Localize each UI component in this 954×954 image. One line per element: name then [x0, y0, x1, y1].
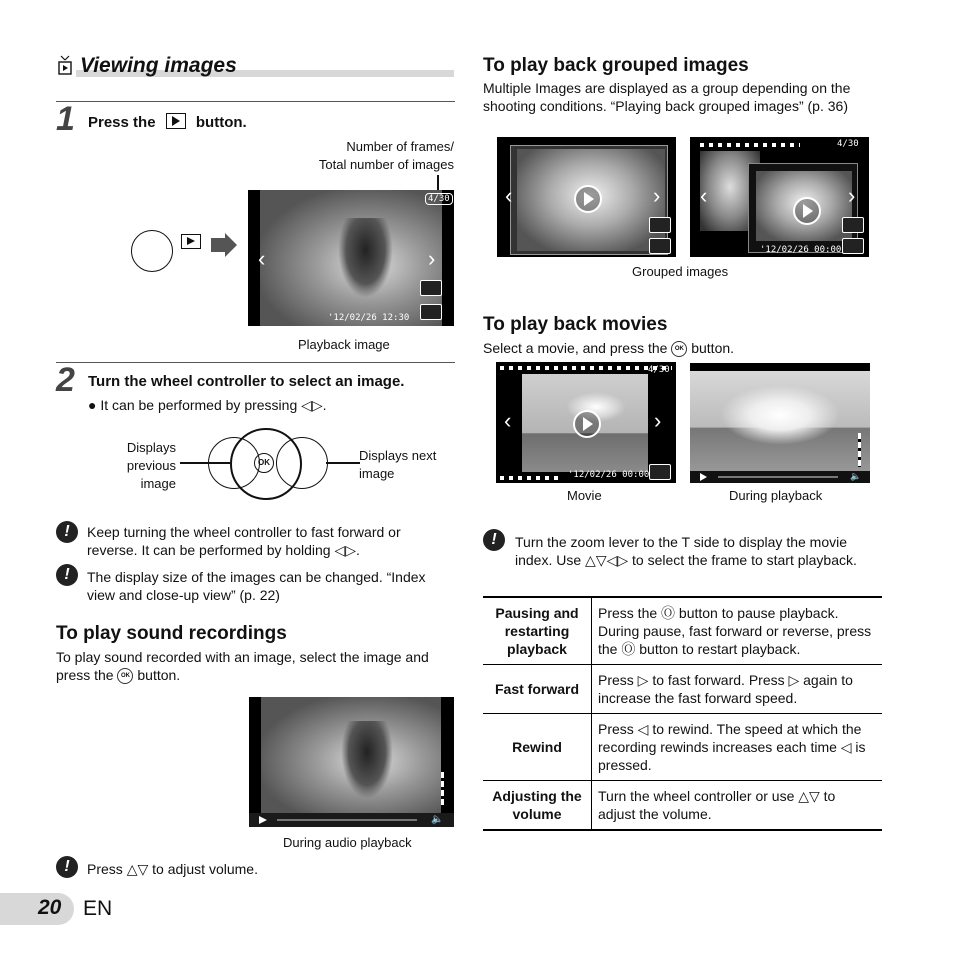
table-row	[483, 714, 882, 781]
note-text: Press △▽ to adjust volume.	[87, 861, 258, 877]
table-row-head: Adjusting the volume	[483, 781, 592, 831]
next-arrow-icon: ›	[848, 183, 856, 208]
step2-text: Turn the wheel controller to select an image.	[88, 373, 405, 390]
table-row-head: Rewind	[483, 714, 592, 781]
figure-caption: During playback	[729, 488, 823, 503]
volume-level	[441, 772, 444, 808]
note-text: Turn the zoom lever to the T side to display the movie index. Use △▽◁▷ to select the frame to start playback.	[515, 534, 857, 568]
play-button-icon	[166, 113, 186, 129]
zoom-icon	[420, 280, 442, 296]
grouped-screen-2	[690, 137, 869, 257]
grouped-body: Multiple Images are displayed as a group depending on the shooting conditions. “Playing back grouped images” (p. 36)	[483, 80, 851, 114]
section-header	[56, 54, 456, 78]
figure-caption: Movie	[567, 488, 602, 503]
audio-controls-bar	[249, 813, 454, 827]
playback-image-screen	[248, 190, 454, 326]
callout-line	[437, 175, 439, 191]
wheel-left-label: Displays previous image	[126, 440, 176, 491]
step1-text: Press the button.	[88, 114, 247, 131]
movie-screen	[496, 362, 676, 483]
section-title: To play back movies	[483, 314, 668, 335]
progress-track	[277, 819, 417, 821]
prev-arrow-icon: ‹	[258, 246, 266, 271]
divider	[56, 362, 455, 363]
caution-icon: !	[56, 856, 78, 878]
audio-playback-screen	[249, 697, 454, 827]
table-row	[483, 597, 882, 665]
index-icon	[842, 238, 864, 254]
caution-icon: !	[56, 564, 78, 586]
step-number: 1	[56, 100, 75, 138]
prev-arrow-icon: ‹	[504, 408, 512, 433]
woman-figure	[338, 218, 393, 298]
caution-icon: !	[56, 521, 78, 543]
progress-track	[718, 476, 838, 478]
gull-figure	[720, 385, 840, 445]
language-label: EN	[83, 897, 113, 920]
datetime: '12/02/26 00:00	[568, 470, 650, 480]
index-icon	[420, 304, 442, 320]
table-row-body: Press the Ⓞ button to pause playback. During pause, fast forward or reverse, press the Ⓞ button to restart playback.	[592, 597, 883, 665]
play-button-overlay	[793, 197, 821, 225]
index-icon	[649, 238, 671, 254]
group-icon	[649, 217, 671, 233]
wheel-right-label: Displays next image	[359, 448, 437, 481]
wheel-diagram	[110, 425, 450, 505]
section-title: To play back grouped images	[483, 55, 749, 76]
step-number: 2	[56, 361, 75, 399]
caution-icon: !	[483, 529, 505, 551]
prev-arrow-icon: ‹	[505, 183, 513, 208]
page-number-tab	[0, 893, 74, 925]
note-text: Keep turning the wheel controller to fast forward or reverse. It can be performed by holding ◁▷.	[87, 524, 401, 558]
frame-count-callout: Number of frames/ Total number of images	[318, 139, 454, 172]
sound-body: To play sound recorded with an image, select the image and press the OK button.	[56, 649, 429, 683]
figure-caption: During audio playback	[283, 835, 412, 850]
table-row	[483, 665, 882, 714]
frame-counter: 4/30	[425, 193, 453, 205]
arrow-right-icon	[211, 238, 225, 252]
datetime: '12/02/26 12:30	[328, 313, 410, 323]
speaker-icon: 🔈	[850, 471, 862, 481]
playback-controls-table	[483, 596, 882, 831]
play-button-overlay	[573, 410, 601, 438]
table-row-head: Fast forward	[483, 665, 592, 714]
movie-controls-bar	[690, 471, 870, 483]
camera-button-diagram	[131, 230, 241, 275]
playback-mode-icon	[56, 54, 76, 76]
prev-arrow-icon: ‹	[700, 183, 708, 208]
section-title: To play sound recordings	[56, 623, 287, 644]
volume-level	[858, 433, 861, 467]
speaker-icon: 🔈	[431, 814, 444, 825]
wheel-left-highlight	[208, 437, 260, 489]
datetime: '12/02/26 00:00	[760, 245, 842, 255]
playback-button	[131, 230, 173, 272]
ok-button-icon: OK	[671, 341, 687, 357]
table-row-body: Press ▷ to fast forward. Press ▷ again to increase the fast forward speed.	[592, 665, 883, 714]
table-row	[483, 781, 882, 831]
ok-button-icon: OK	[117, 668, 133, 684]
figure-caption: Grouped images	[632, 264, 729, 279]
play-icon	[259, 816, 267, 824]
note-text: The display size of the images can be changed. “Index view and close-up view” (p. 22)	[87, 569, 426, 603]
wheel-right-highlight	[276, 437, 328, 489]
ok-button-icon: OK	[254, 453, 274, 473]
movies-body: Select a movie, and press the OK button.	[483, 340, 735, 356]
index-icon	[649, 464, 671, 480]
figure-caption: Playback image	[298, 337, 390, 352]
page-title: Viewing images	[80, 54, 237, 77]
play-button-overlay	[574, 185, 602, 213]
playback-symbol-icon	[181, 234, 201, 249]
table-row-head: Pausing and restarting playback	[483, 597, 592, 665]
next-arrow-icon: ›	[654, 408, 662, 433]
frame-counter: 4/30	[648, 365, 670, 375]
movie-playback-screen	[690, 363, 870, 483]
divider	[56, 101, 455, 102]
next-arrow-icon: ›	[653, 183, 661, 208]
grouped-screen-1	[497, 137, 676, 257]
group-icon	[842, 217, 864, 233]
play-icon	[700, 473, 707, 481]
frame-counter: 4/30	[837, 139, 859, 149]
next-arrow-icon: ›	[428, 246, 436, 271]
page-number: 20	[38, 896, 62, 919]
step2-bullet: ● It can be performed by pressing ◁▷.	[88, 397, 327, 413]
table-row-body: Press ◁ to rewind. The speed at which the recording rewinds increases each time ◁ is pressed.	[592, 714, 883, 781]
table-row-body: Turn the wheel controller or use △▽ to adjust the volume.	[592, 781, 883, 831]
